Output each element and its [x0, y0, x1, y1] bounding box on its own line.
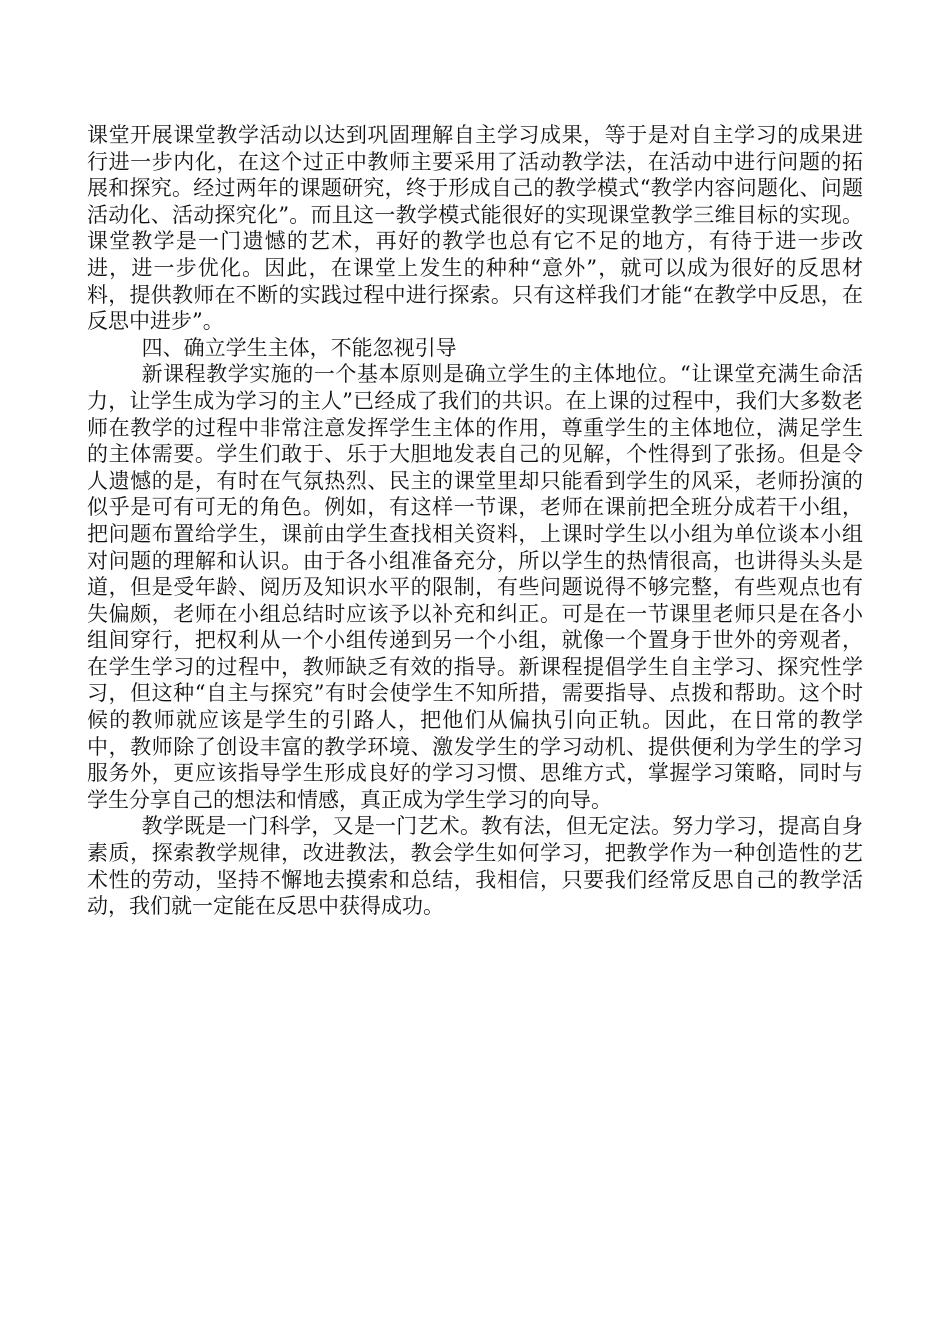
- section-heading-four: 四、确立学生主体，不能忽视引导: [141, 335, 457, 360]
- paragraph-student-subject: 新课程教学实施的一个基本原则是确立学生的主体地位。“让课堂充满生命活力，让学生成为学习的主人”已经成了我们的共识。在上课的过程中，我们大多数老师在教学的过程中非常注意发挥学生主体的作用，尊重学生的主体地位，满足学生的主体需要。学生们敢于、乐于大胆地发表自己的见解，个性得到了张扬。但是令人遗憾的是，有时在气氛热烈、民主的课堂里却只能看到学生的风采，老师扮演的似乎是可有可无的角色。例如，有这样一节课，老师在课前把全班分成若干小组，把问题布置给学生，课前由学生查找相关资料，上课时学生以小组为单位谈本小组对问题的理解和认识。由于各小组准备充分，所以学生的热情很高，也讲得头头是道，但是受年龄、阅历及知识水平的限制，有些问题说得不够完整，有些观点也有失偏颇，老师在小组总结时应该予以补充和纠正。可是在一节课里老师只是在各小组间穿行，把权利从一个小组传递到另一个小组，就像一个置身于世外的旁观者，在学生学习的过程中，教师缺乏有效的指导。新课程提倡学生自主学习、探究性学习，但这种“自主与探究”有时会使学生不知所措，需要指导、点拨和帮助。这个时候的教师就应该是学生的引路人，把他们从偏执引向正轨。因此，在日常的教学中，教师除了创设丰富的教学环境、激发学生的学习动机、提供便利为学生的学习服务外，更应该指导学生形成良好的学习习惯、思维方式，掌握学习策略，同时与学生分享自己的想法和情感，真正成为学生学习的向导。: [87, 362, 863, 812]
- paragraph-conclusion: 教学既是一门科学，又是一门艺术。教有法，但无定法。努力学习，提高自身素质，探索教学规律，改进教法，教会学生如何学习，把教学作为一种创造性的艺术性的劳动，坚持不懈地去摸索和总结，我相信，只要我们经常反思自己的教学活动，我们就一定能在反思中获得成功。: [87, 814, 863, 919]
- document-body: [87, 122, 863, 920]
- paragraph-continuation: 课堂开展课堂教学活动以达到巩固理解自主学习成果，等于是对自主学习的成果进行进一步内化，在这个过正中教师主要采用了活动教学法，在活动中进行问题的拓展和探究。经过两年的课题研究，终于形成自己的教学模式“教学内容问题化、问题活动化、活动探究化”。而且这一教学模式能很好的实现课堂教学三维目标的实现。课堂教学是一门遗憾的艺术，再好的教学也总有它不足的地方，有待于进一步改进，进一步优化。因此，在课堂上发生的种种“意外”，就可以成为很好的反思材料，提供教师在不断的实践过程中进行探索。只有这样我们才能“在教学中反思，在反思中进步”。: [87, 123, 863, 334]
